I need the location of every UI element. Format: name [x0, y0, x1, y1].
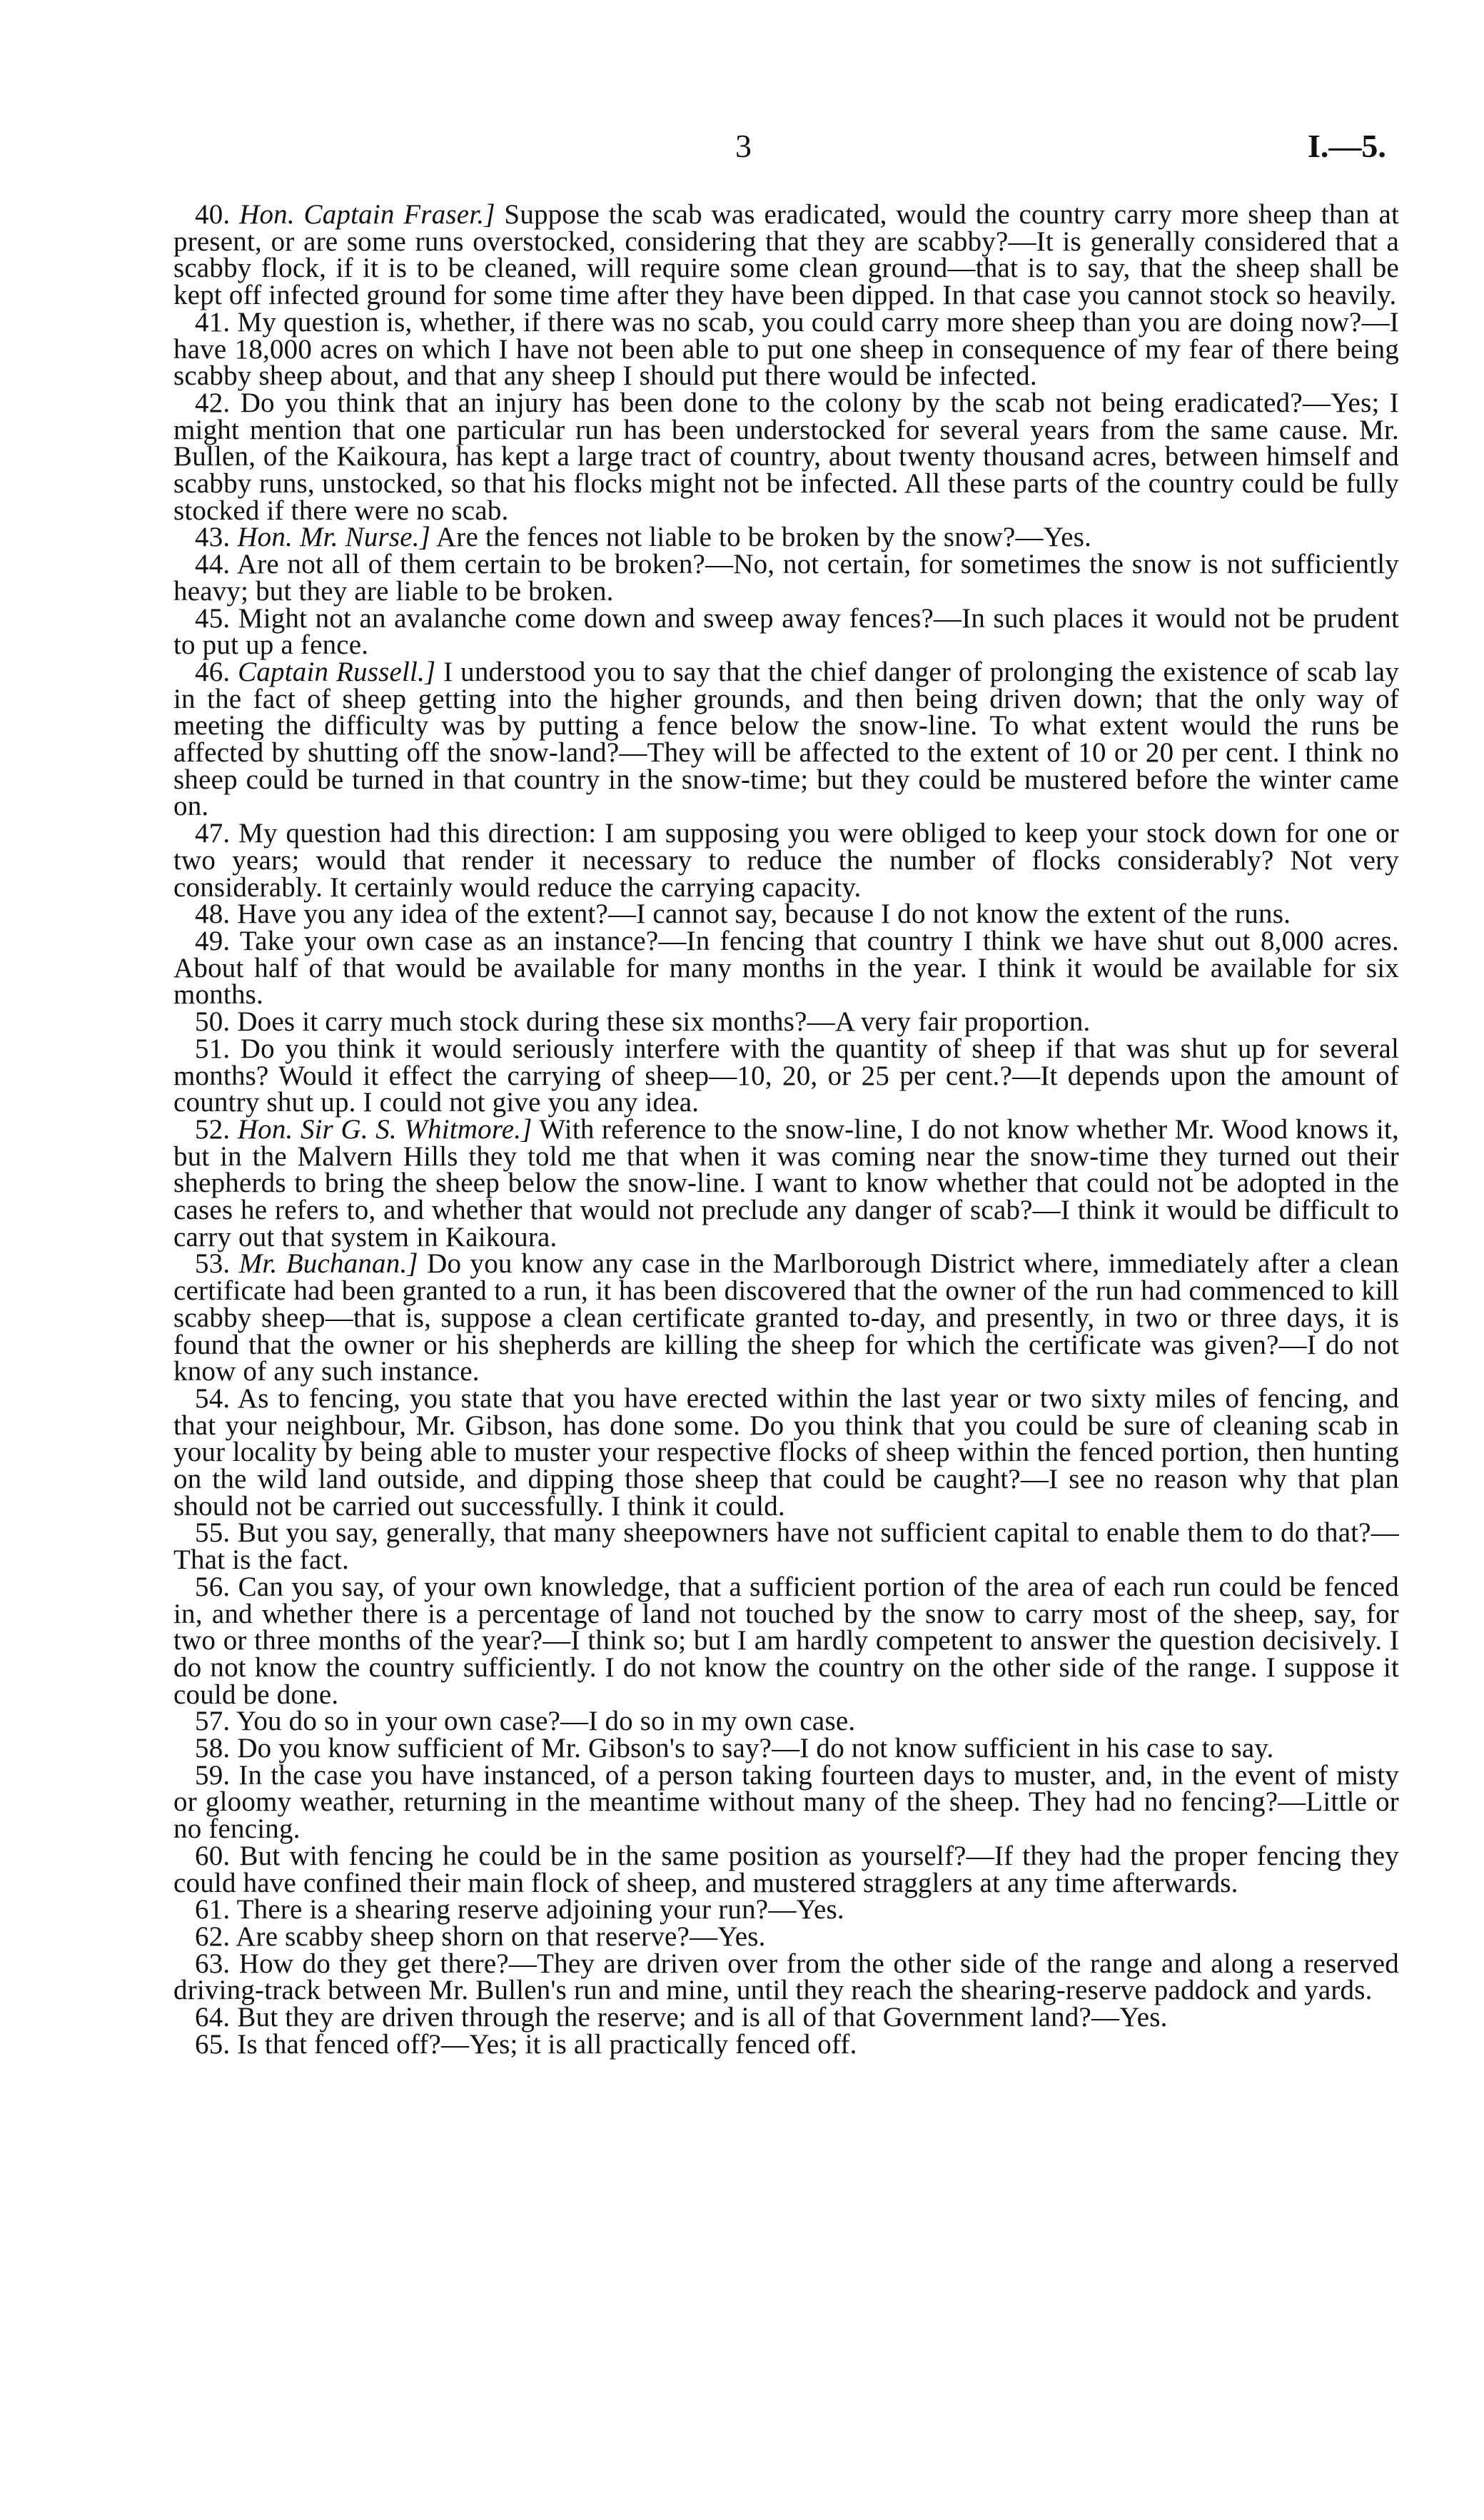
question-paragraph [173, 2004, 1399, 2031]
question-number: 64. [195, 2002, 231, 2033]
question-number: 60. [195, 1840, 231, 1871]
question-text: How do they get there?—They are driven over from the other side of the range and along a reserved driving-track between Mr. Bullen's run and mine, until they reach the shearing-reserve paddock and yards. [173, 1948, 1399, 2006]
question-number: 48. [195, 899, 231, 930]
question-number: 52. [195, 1113, 231, 1145]
question-text: There is a shearing reserve adjoining your run?—Yes. [236, 1894, 844, 1926]
question-number: 56. [195, 1571, 231, 1602]
question-paragraph [173, 306, 1399, 392]
document-reference: I.—5. [1308, 128, 1386, 164]
question-paragraph [173, 1759, 1399, 1845]
question-paragraph [173, 602, 1399, 661]
question-number: 63. [195, 1948, 231, 1979]
question-text: But they are driven through the reserve; and is all of that Government land?—Yes. [237, 2002, 1168, 2033]
question-text: Can you say, of your own knowledge, that a sufficient portion of the area of each run could be fenced in, and whether there is a percentage of land not touched by the snow to carry most of the sheep, say, for two or three months of the year?—I think so; but I am hardly competent to answer the question decisively. I do not know the country sufficiently. I do not know the country on the other side of the range. I suppose it could be done. [173, 1571, 1400, 1710]
question-text: Does it carry much stock during these six months?—A very fair proportion. [237, 1006, 1091, 1038]
question-text: Might not an avalanche come down and sweep away fences?—In such places it would not be prudent to put up a fence. [173, 602, 1399, 661]
question-text: I understood you to say that the chief danger of prolonging the existence of scab lay in the fact of sheep getting into the higher grounds, and then being driven down; that the only way of meeting the difficulty was by putting a fence below the snow-line. To what extent would the runs be affected by shutting off the snow-land?—They will be affected to the extent of 10 or 20 per cent. I think no sheep could be turned in that country in the snow-time; but they could be mustered before the winter came on. [173, 656, 1399, 822]
question-text: Do you know any case in the Marlborough District where, immediately after a clean certificate had been granted to a run, it has been discovered that the owner of the run had commenced to kill scabby sheep—that is, suppose a clean certificate granted to-day, and presently, in two or three days, it is found that the owner or his shepherds are killing the sheep for which the certificate was given?—I do not know of any such instance. [173, 1248, 1400, 1387]
question-text: Do you think that an injury has been done to the colony by the scab not being eradicated?—Yes; I might mention that one particular run has been understocked for several years from the same cause. Mr. Bullen, of the Kaikoura, has kept a large tract of country, about twenty thousand acres, between himself and scabby runs, unstocked, so that his flocks might not be infected. All these parts of the country could be fully stocked if there were no scab. [173, 387, 1399, 526]
question-number: 47. [195, 818, 231, 849]
question-text: With reference to the snow-line, I do not know whether Mr. Wood knows it, but in the Malvern Hills they told me that when it was coming near the snow-time they turned out their shepherds to bring the sheep below the snow-line. I want to know whether that could not be adopted in the cases he refers to, and whether that would not preclude any danger of scab?—I think it would be difficult to carry out that system in Kaikoura. [173, 1113, 1400, 1253]
question-paragraph [173, 1250, 1399, 1385]
question-text: Are the fences not liable to be broken by the snow?—Yes. [430, 522, 1092, 553]
question-paragraph [173, 1382, 1399, 1522]
question-paragraph [173, 524, 1399, 551]
question-text: Is that fenced off?—Yes; it is all practically fenced off. [237, 2028, 857, 2060]
question-text: Are scabby sheep shorn on that reserve?—Yes. [236, 1921, 766, 1952]
evidence-body [173, 201, 1399, 2058]
question-text: My question is, whether, if there was no scab, you could carry more sheep than you are doing now?—I have 18,000 acres on which I have not been able to put one sheep in consequence of my fear of there being scabby sheep about, and that any sheep I should put there would be infected. [173, 306, 1399, 392]
question-number: 61. [195, 1894, 231, 1926]
question-number: 41. [195, 306, 231, 338]
question-number: 43. [195, 522, 231, 553]
question-number: 40. [195, 199, 231, 230]
question-number: 49. [195, 925, 231, 956]
speaker-name: Mr. Buchanan.] [238, 1248, 418, 1280]
question-paragraph [173, 1033, 1399, 1118]
question-number: 57. [195, 1706, 231, 1737]
question-paragraph [173, 2028, 1399, 2060]
question-paragraph [173, 1840, 1399, 1898]
question-number: 44. [195, 549, 231, 580]
question-number: 54. [195, 1382, 231, 1414]
question-paragraph [173, 1950, 1399, 2004]
question-text: But you say, generally, that many sheepowners have not sufficient capital to enable them to do that?—That is the fact. [173, 1517, 1399, 1576]
question-text: Take your own case as an instance?—In fencing that country I think we have shut out 8,000 acres. About half of that would be available for many months in the year. I think it would be available for six months. [173, 925, 1399, 1011]
question-paragraph [173, 387, 1399, 526]
question-text: As to fencing, you state that you have erected within the last year or two sixty miles of fencing, and that your neighbour, Mr. Gibson, has done some. Do you think that you could be sure of cleaning scab in your locality by being able to muster your respective flocks of sheep within the fenced portion, then hunting on the wild land outside, and dipping those sheep that could be caught?—I see no reason why that plan should not be carried out successfully. I think it could. [173, 1382, 1399, 1522]
question-number: 50. [195, 1006, 231, 1038]
question-text: In the case you have instanced, of a person taking fourteen days to muster, and, in the event of misty or gloomy weather, returning in the meantime without many of the sheep. They had no fencing?—Little or no fencing. [173, 1759, 1399, 1845]
question-paragraph [173, 1571, 1400, 1710]
question-number: 42. [195, 387, 231, 418]
question-text: You do so in your own case?—I do so in my own case. [236, 1706, 856, 1737]
question-paragraph [173, 1923, 1399, 1950]
question-text: Suppose the scab was eradicated, would the country carry more sheep than at present, or are some runs overstocked, considering that they are scabby?—It is generally considered that a scabby flock, if it is to be cleaned, will require some clean ground—that is to say, that the sheep shall be kept off infected ground for some time after they have been dipped. In that case you cannot stock so heavily. [173, 199, 1399, 311]
question-number: 53. [195, 1248, 231, 1280]
question-paragraph [173, 820, 1399, 901]
question-number: 58. [195, 1733, 231, 1764]
question-paragraph [173, 1008, 1399, 1036]
question-number: 65. [195, 2028, 231, 2060]
speaker-name: Captain Russell.] [238, 656, 436, 687]
question-text: Are not all of them certain to be broken?—No, not certain, for sometimes the snow is not sufficiently heavy; but they are liable to be broken. [173, 549, 1399, 607]
speaker-name: Hon. Captain Fraser.] [239, 199, 495, 230]
question-paragraph [173, 549, 1399, 607]
question-paragraph [173, 1894, 1399, 1926]
question-paragraph [173, 1113, 1400, 1253]
question-number: 46. [195, 656, 231, 687]
question-number: 59. [195, 1759, 231, 1791]
question-text: Do you think it would seriously interfere with the quantity of sheep if that was shut up for several months? Would it effect the carrying of sheep—10, 20, or 25 per cent.?—It depends upon the amount of country shut up. I could not give you any idea. [173, 1033, 1399, 1118]
question-number: 45. [195, 602, 231, 634]
question-paragraph [173, 925, 1399, 1011]
question-paragraph [173, 201, 1399, 309]
question-paragraph [173, 901, 1399, 928]
page-number: 3 [735, 128, 752, 164]
question-paragraph [173, 1735, 1399, 1762]
question-number: 51. [195, 1033, 231, 1064]
speaker-name: Hon. Sir G. S. Whitmore.] [237, 1113, 532, 1145]
question-paragraph [173, 1708, 1399, 1735]
question-number: 55. [195, 1517, 231, 1549]
question-text: Do you know sufficient of Mr. Gibson's to say?—I do not know sufficient in his case to say. [237, 1733, 1274, 1764]
question-paragraph [173, 1517, 1399, 1576]
question-text: Have you any idea of the extent?—I cannot say, because I do not know the extent of the runs. [237, 899, 1291, 930]
question-text: But with fencing he could be in the same position as yourself?—If they had the proper fencing they could have confined their main flock of sheep, and mustered stragglers at any time afterwards. [173, 1840, 1399, 1898]
speaker-name: Hon. Mr. Nurse.] [237, 522, 431, 553]
question-text: My question had this direction: I am supposing you were obliged to keep your stock down for one or two years; would that render it necessary to reduce the number of flocks considerably? Not very considerably. It certainly would reduce the carrying capacity. [173, 818, 1399, 903]
question-number: 62. [195, 1921, 231, 1952]
question-paragraph [173, 656, 1399, 822]
